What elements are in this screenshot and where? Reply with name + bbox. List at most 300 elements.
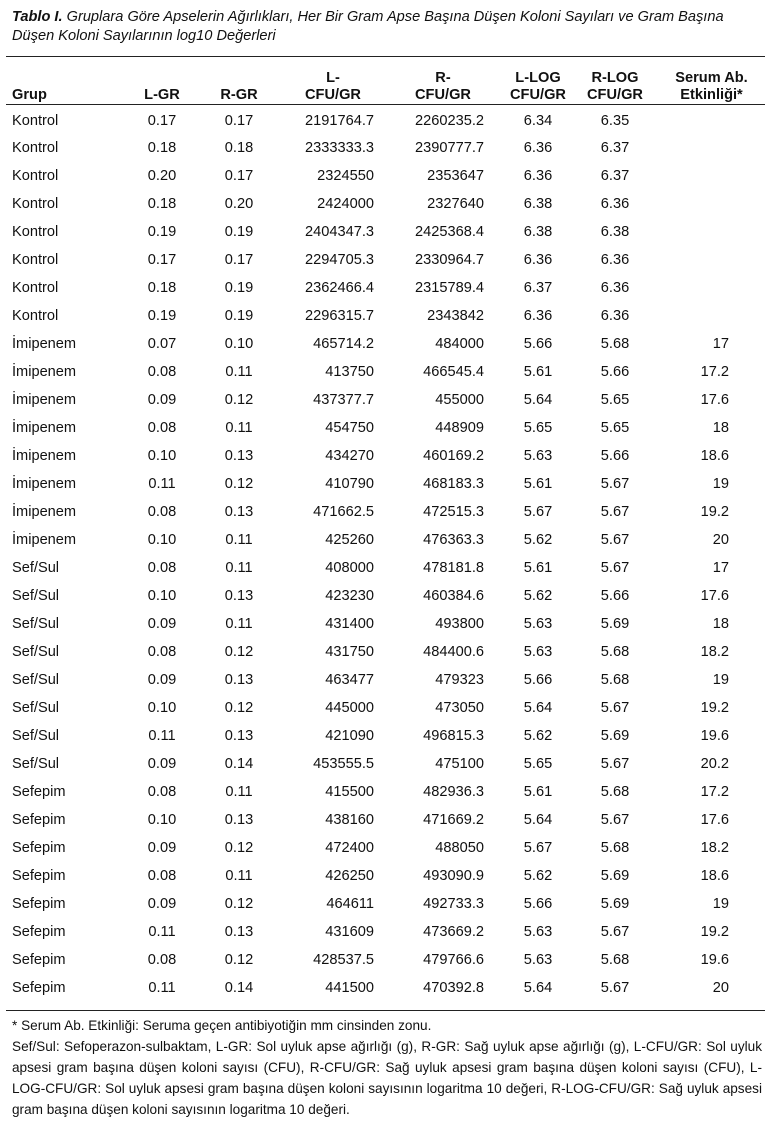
cell-r-log-cfu-gr: 6.35 — [600, 113, 630, 129]
cell-l-log-cfu-gr: 6.34 — [523, 113, 553, 129]
cell-l-gr: 0.19 — [147, 308, 177, 324]
cell-l-gr: 0.11 — [148, 980, 176, 996]
cell-l-cfu-gr: 426250 — [325, 868, 374, 884]
cell-r-log-cfu-gr: 5.67 — [600, 560, 630, 576]
cell-r-cfu-gr: 471669.2 — [423, 812, 484, 828]
table-row — [6, 162, 771, 190]
cell-grup: Sefepim — [12, 924, 66, 940]
cell-grup: Sef/Sul — [12, 560, 60, 576]
cell-serum-ab: 18.6 — [700, 448, 729, 464]
cell-r-log-cfu-gr: 5.67 — [600, 532, 630, 548]
cell-serum-ab: 18 — [712, 420, 729, 436]
cell-r-cfu-gr: 479323 — [435, 672, 484, 688]
table-row — [6, 414, 771, 442]
cell-serum-ab: 19.2 — [700, 504, 729, 520]
header-l-cfu-gr: L- CFU/GR — [305, 70, 361, 103]
table-row — [6, 638, 771, 666]
cell-l-log-cfu-gr: 5.61 — [523, 560, 553, 576]
table-row — [6, 218, 771, 246]
cell-r-cfu-gr: 478181.8 — [423, 560, 484, 576]
cell-l-gr: 0.11 — [148, 728, 176, 744]
cell-grup: Sef/Sul — [12, 700, 60, 716]
cell-r-gr: 0.19 — [224, 308, 254, 324]
cell-r-gr: 0.11 — [225, 560, 253, 576]
cell-serum-ab: 20 — [712, 980, 729, 996]
cell-l-gr: 0.10 — [147, 812, 177, 828]
cell-l-gr: 0.08 — [147, 784, 177, 800]
cell-serum-ab: 17.6 — [700, 588, 729, 604]
cell-l-gr: 0.09 — [147, 672, 177, 688]
cell-grup: Sefepim — [12, 812, 66, 828]
cell-grup: Kontrol — [12, 140, 59, 156]
cell-r-cfu-gr: 470392.8 — [423, 980, 484, 996]
cell-r-log-cfu-gr: 6.38 — [600, 224, 630, 240]
cell-l-log-cfu-gr: 6.38 — [523, 224, 553, 240]
table-row — [6, 274, 771, 302]
cell-l-gr: 0.08 — [147, 952, 177, 968]
cell-grup: Sef/Sul — [12, 588, 60, 604]
cell-r-cfu-gr: 468183.3 — [423, 476, 484, 492]
table-row — [6, 386, 771, 414]
cell-serum-ab: 19 — [712, 672, 729, 688]
cell-l-cfu-gr: 445000 — [325, 700, 374, 716]
table-row — [6, 666, 771, 694]
cell-r-gr: 0.10 — [224, 336, 254, 352]
cell-serum-ab — [652, 190, 771, 218]
table-row — [6, 918, 771, 946]
cell-l-cfu-gr: 2296315.7 — [305, 308, 374, 324]
cell-l-cfu-gr: 423230 — [325, 588, 374, 604]
cell-r-gr: 0.14 — [224, 980, 254, 996]
cell-l-gr: 0.08 — [147, 868, 177, 884]
cell-r-log-cfu-gr: 5.69 — [600, 896, 630, 912]
cell-serum-ab — [652, 134, 771, 162]
cell-l-cfu-gr: 415500 — [325, 784, 374, 800]
table-bottom-rule — [6, 1010, 765, 1011]
footnote-serum: * Serum Ab. Etkinliği: Seruma geçen antibiyotiğin mm cinsinden zonu. — [12, 1018, 432, 1033]
table-row — [6, 806, 771, 834]
table-row — [6, 554, 771, 582]
cell-r-gr: 0.11 — [225, 420, 253, 436]
cell-grup: Sef/Sul — [12, 728, 60, 744]
cell-r-gr: 0.13 — [224, 588, 254, 604]
cell-l-log-cfu-gr: 5.63 — [523, 644, 553, 660]
table-row — [6, 890, 771, 918]
cell-r-log-cfu-gr: 5.69 — [600, 616, 630, 632]
cell-r-gr: 0.11 — [225, 616, 253, 632]
cell-r-gr: 0.17 — [224, 113, 254, 129]
footnote-abbreviations: Sef/Sul: Sefoperazon-sulbaktam, L-GR: Sol uyluk apse ağırlığı (g), R-GR: Sağ uyluk apse ağırlığı (g), L-CFU/GR: Sol uyluk apsesi gram başına düşen koloni sayısı (CFU), R-CFU/GR: Sağ uyluk apsesi gram başına düşen koloni sayısı (CFU), L-LOG-CFU/GR: Sol uyluk apsesi gram başına düşen koloni sayısının logaritma 10 değeri, R-LOG-CFU/GR: Sağ uyluk apsesi gram başına düşen koloni sayısının logaritma 10 değeri. — [12, 1039, 762, 1117]
header-l-log-cfu-gr: L-LOG CFU/GR — [510, 70, 566, 103]
cell-r-log-cfu-gr: 6.36 — [600, 308, 630, 324]
cell-l-gr: 0.08 — [147, 560, 177, 576]
cell-r-gr: 0.13 — [224, 672, 254, 688]
cell-r-gr: 0.12 — [224, 840, 254, 856]
cell-l-log-cfu-gr: 6.36 — [523, 140, 553, 156]
header-grup: Grup — [12, 87, 47, 103]
cell-r-gr: 0.11 — [225, 532, 253, 548]
cell-l-gr: 0.09 — [147, 840, 177, 856]
cell-l-cfu-gr: 464611 — [326, 896, 374, 912]
cell-serum-ab: 18 — [712, 616, 729, 632]
cell-r-gr: 0.12 — [224, 392, 254, 408]
cell-r-log-cfu-gr: 5.66 — [600, 364, 630, 380]
cell-r-gr: 0.20 — [224, 196, 254, 212]
cell-grup: Sefepim — [12, 868, 66, 884]
cell-l-gr: 0.09 — [147, 616, 177, 632]
cell-r-log-cfu-gr: 5.69 — [600, 868, 630, 884]
cell-r-gr: 0.11 — [225, 868, 253, 884]
cell-grup: Sef/Sul — [12, 756, 60, 772]
cell-l-cfu-gr: 421090 — [325, 728, 374, 744]
cell-serum-ab: 17.2 — [700, 364, 729, 380]
cell-l-cfu-gr: 2294705.3 — [305, 252, 374, 268]
cell-r-cfu-gr: 455000 — [435, 392, 484, 408]
data-table — [6, 57, 771, 1002]
cell-l-cfu-gr: 472400 — [325, 840, 374, 856]
cell-l-gr: 0.18 — [147, 140, 177, 156]
cell-r-cfu-gr: 2260235.2 — [415, 113, 484, 129]
cell-l-cfu-gr: 463477 — [325, 672, 374, 688]
table-row — [6, 582, 771, 610]
cell-serum-ab: 18.6 — [700, 868, 729, 884]
cell-r-cfu-gr: 466545.4 — [423, 364, 484, 380]
cell-serum-ab: 18.2 — [700, 840, 729, 856]
cell-r-gr: 0.12 — [224, 644, 254, 660]
cell-grup: İmipenem — [12, 420, 77, 436]
table-row — [6, 834, 771, 862]
table-footnotes — [12, 1015, 762, 1120]
cell-grup: Sefepim — [12, 896, 66, 912]
cell-grup: Kontrol — [12, 168, 59, 184]
cell-l-log-cfu-gr: 5.62 — [523, 868, 553, 884]
cell-r-gr: 0.12 — [224, 952, 254, 968]
cell-l-gr: 0.08 — [147, 420, 177, 436]
cell-r-log-cfu-gr: 5.68 — [600, 840, 630, 856]
cell-r-log-cfu-gr: 5.68 — [600, 644, 630, 660]
cell-l-cfu-gr: 2324550 — [317, 168, 374, 184]
cell-l-cfu-gr: 454750 — [325, 420, 374, 436]
cell-l-gr: 0.17 — [147, 113, 177, 129]
cell-r-gr: 0.13 — [224, 728, 254, 744]
table-row — [6, 526, 771, 554]
cell-r-cfu-gr: 492733.3 — [423, 896, 484, 912]
table-row — [6, 498, 771, 526]
cell-l-gr: 0.07 — [147, 336, 177, 352]
cell-l-gr: 0.17 — [147, 252, 177, 268]
cell-l-cfu-gr: 431609 — [325, 924, 374, 940]
cell-l-cfu-gr: 465714.2 — [313, 336, 374, 352]
cell-r-gr: 0.19 — [224, 224, 254, 240]
cell-r-cfu-gr: 2343842 — [427, 308, 484, 324]
cell-r-cfu-gr: 2330964.7 — [415, 252, 484, 268]
cell-r-cfu-gr: 473669.2 — [423, 924, 484, 940]
cell-l-gr: 0.10 — [147, 700, 177, 716]
table-row — [6, 470, 771, 498]
cell-r-gr: 0.17 — [224, 252, 254, 268]
cell-l-log-cfu-gr: 5.66 — [523, 672, 553, 688]
table-row — [6, 108, 771, 134]
cell-r-log-cfu-gr: 5.67 — [600, 504, 630, 520]
cell-grup: Kontrol — [12, 196, 59, 212]
cell-l-log-cfu-gr: 6.37 — [523, 280, 553, 296]
cell-l-gr: 0.09 — [147, 392, 177, 408]
table-body — [6, 108, 771, 1002]
cell-grup: Sefepim — [12, 952, 66, 968]
header-r-cfu-gr: R- CFU/GR — [415, 70, 471, 103]
cell-l-log-cfu-gr: 5.64 — [523, 812, 553, 828]
cell-l-cfu-gr: 437377.7 — [313, 392, 374, 408]
table-row — [6, 134, 771, 162]
cell-grup: Sef/Sul — [12, 672, 60, 688]
cell-serum-ab: 19 — [712, 476, 729, 492]
cell-r-cfu-gr: 475100 — [435, 756, 484, 772]
cell-l-gr: 0.08 — [147, 364, 177, 380]
cell-r-cfu-gr: 2315789.4 — [415, 280, 484, 296]
cell-r-gr: 0.17 — [224, 168, 254, 184]
table-caption — [12, 8, 762, 46]
cell-r-log-cfu-gr: 5.69 — [600, 728, 630, 744]
cell-r-log-cfu-gr: 5.68 — [600, 952, 630, 968]
cell-r-gr: 0.12 — [224, 700, 254, 716]
cell-grup: Kontrol — [12, 224, 59, 240]
cell-grup: Sefepim — [12, 840, 66, 856]
cell-r-cfu-gr: 2390777.7 — [415, 140, 484, 156]
cell-grup: İmipenem — [12, 448, 77, 464]
cell-l-log-cfu-gr: 5.66 — [523, 336, 553, 352]
cell-r-log-cfu-gr: 5.67 — [600, 924, 630, 940]
cell-l-cfu-gr: 2333333.3 — [305, 140, 374, 156]
cell-l-cfu-gr: 408000 — [325, 560, 374, 576]
cell-grup: Sefepim — [12, 784, 66, 800]
cell-grup: İmipenem — [12, 504, 77, 520]
cell-l-log-cfu-gr: 5.62 — [523, 728, 553, 744]
cell-l-log-cfu-gr: 5.64 — [523, 980, 553, 996]
cell-grup: İmipenem — [12, 364, 77, 380]
cell-l-log-cfu-gr: 5.63 — [523, 616, 553, 632]
cell-r-gr: 0.12 — [224, 476, 254, 492]
cell-serum-ab: 17.6 — [700, 392, 729, 408]
cell-l-gr: 0.19 — [147, 224, 177, 240]
cell-r-log-cfu-gr: 5.66 — [600, 448, 630, 464]
cell-l-log-cfu-gr: 6.36 — [523, 168, 553, 184]
cell-r-cfu-gr: 476363.3 — [423, 532, 484, 548]
cell-serum-ab: 17.2 — [700, 784, 729, 800]
cell-r-gr: 0.11 — [225, 784, 253, 800]
cell-r-log-cfu-gr: 5.65 — [600, 392, 630, 408]
header-serum-ab: Serum Ab. Etkinliği* — [675, 70, 748, 103]
cell-r-gr: 0.18 — [224, 140, 254, 156]
cell-l-cfu-gr: 410790 — [325, 476, 374, 492]
cell-l-cfu-gr: 425260 — [325, 532, 374, 548]
cell-grup: Kontrol — [12, 252, 59, 268]
table-row — [6, 330, 771, 358]
table-caption-text: Gruplara Göre Apselerin Ağırlıkları, Her Bir Gram Apse Başına Düşen Koloni Sayıları ve Gram Başına Düşen Koloni Sayılarının log10 Değerleri — [12, 9, 724, 44]
table-row — [6, 862, 771, 890]
cell-l-cfu-gr: 2191764.7 — [305, 113, 374, 129]
cell-r-cfu-gr: 448909 — [435, 420, 484, 436]
cell-r-cfu-gr: 488050 — [435, 840, 484, 856]
cell-r-cfu-gr: 493800 — [435, 616, 484, 632]
table-row — [6, 694, 771, 722]
cell-l-cfu-gr: 428537.5 — [313, 952, 374, 968]
table-row — [6, 722, 771, 750]
cell-l-gr: 0.18 — [147, 196, 177, 212]
cell-r-cfu-gr: 2353647 — [427, 168, 484, 184]
header-r-gr: R-GR — [220, 87, 258, 103]
cell-l-log-cfu-gr: 5.61 — [523, 364, 553, 380]
cell-r-cfu-gr: 484000 — [435, 336, 484, 352]
cell-serum-ab: 19 — [712, 896, 729, 912]
table-row — [6, 778, 771, 806]
cell-r-gr: 0.11 — [225, 364, 253, 380]
cell-r-cfu-gr: 482936.3 — [423, 784, 484, 800]
cell-r-gr: 0.13 — [224, 924, 254, 940]
cell-l-gr: 0.10 — [147, 532, 177, 548]
cell-r-log-cfu-gr: 5.67 — [600, 700, 630, 716]
cell-grup: Sefepim — [12, 980, 66, 996]
cell-grup: Sef/Sul — [12, 616, 60, 632]
header-r-log-cfu-gr: R-LOG CFU/GR — [587, 70, 643, 103]
cell-l-log-cfu-gr: 5.67 — [523, 840, 553, 856]
cell-l-cfu-gr: 413750 — [325, 364, 374, 380]
cell-r-log-cfu-gr: 5.68 — [600, 784, 630, 800]
cell-serum-ab — [652, 302, 771, 330]
cell-r-log-cfu-gr: 5.68 — [600, 672, 630, 688]
cell-serum-ab: 19.6 — [700, 728, 729, 744]
cell-r-gr: 0.13 — [224, 448, 254, 464]
cell-l-log-cfu-gr: 5.64 — [523, 392, 553, 408]
cell-r-log-cfu-gr: 5.68 — [600, 336, 630, 352]
cell-serum-ab: 20.2 — [700, 756, 729, 772]
cell-r-gr: 0.14 — [224, 756, 254, 772]
table-header-row — [6, 57, 771, 108]
cell-l-cfu-gr: 438160 — [325, 812, 374, 828]
cell-r-log-cfu-gr: 5.66 — [600, 588, 630, 604]
cell-r-cfu-gr: 496815.3 — [423, 728, 484, 744]
cell-serum-ab — [652, 108, 771, 134]
cell-serum-ab: 20 — [712, 532, 729, 548]
cell-l-log-cfu-gr: 6.38 — [523, 196, 553, 212]
cell-l-gr: 0.09 — [147, 896, 177, 912]
cell-l-log-cfu-gr: 6.36 — [523, 308, 553, 324]
cell-r-cfu-gr: 2327640 — [427, 196, 484, 212]
cell-l-log-cfu-gr: 6.36 — [523, 252, 553, 268]
cell-serum-ab: 19.6 — [700, 952, 729, 968]
cell-l-cfu-gr: 2362466.4 — [305, 280, 374, 296]
cell-l-cfu-gr: 441500 — [325, 980, 374, 996]
cell-r-gr: 0.19 — [224, 280, 254, 296]
cell-l-cfu-gr: 431400 — [325, 616, 374, 632]
cell-l-log-cfu-gr: 5.62 — [523, 588, 553, 604]
cell-r-cfu-gr: 2425368.4 — [415, 224, 484, 240]
cell-r-cfu-gr: 493090.9 — [423, 868, 484, 884]
cell-l-log-cfu-gr: 5.63 — [523, 448, 553, 464]
cell-r-gr: 0.13 — [224, 504, 254, 520]
cell-r-log-cfu-gr: 5.65 — [600, 420, 630, 436]
cell-l-log-cfu-gr: 5.61 — [523, 784, 553, 800]
cell-l-log-cfu-gr: 5.67 — [523, 504, 553, 520]
cell-l-cfu-gr: 2424000 — [317, 196, 374, 212]
cell-serum-ab: 19.2 — [700, 700, 729, 716]
table-row — [6, 750, 771, 778]
cell-serum-ab: 17 — [712, 336, 729, 352]
table-row — [6, 190, 771, 218]
cell-serum-ab: 18.2 — [700, 644, 729, 660]
cell-r-log-cfu-gr: 5.67 — [600, 476, 630, 492]
cell-grup: Kontrol — [12, 308, 59, 324]
cell-r-log-cfu-gr: 5.67 — [600, 980, 630, 996]
cell-l-gr: 0.09 — [147, 756, 177, 772]
cell-grup: Kontrol — [12, 113, 59, 129]
cell-r-log-cfu-gr: 6.36 — [600, 196, 630, 212]
cell-r-gr: 0.12 — [224, 896, 254, 912]
cell-serum-ab: 17 — [712, 560, 729, 576]
cell-l-gr: 0.11 — [148, 924, 176, 940]
cell-l-gr: 0.20 — [147, 168, 177, 184]
cell-l-cfu-gr: 2404347.3 — [305, 224, 374, 240]
cell-l-cfu-gr: 471662.5 — [313, 504, 374, 520]
cell-serum-ab — [652, 162, 771, 190]
cell-grup: İmipenem — [12, 336, 77, 352]
cell-l-cfu-gr: 434270 — [325, 448, 374, 464]
table-row — [6, 246, 771, 274]
cell-grup: İmipenem — [12, 476, 77, 492]
cell-r-cfu-gr: 484400.6 — [423, 644, 484, 660]
cell-r-cfu-gr: 460169.2 — [423, 448, 484, 464]
cell-l-log-cfu-gr: 5.62 — [523, 532, 553, 548]
table-row — [6, 610, 771, 638]
cell-l-gr: 0.18 — [147, 280, 177, 296]
table-caption-label: Tablo I. — [12, 9, 63, 25]
cell-l-cfu-gr: 431750 — [325, 644, 374, 660]
table-row — [6, 358, 771, 386]
cell-l-gr: 0.08 — [147, 504, 177, 520]
cell-r-cfu-gr: 473050 — [435, 700, 484, 716]
cell-l-log-cfu-gr: 5.66 — [523, 896, 553, 912]
cell-r-gr: 0.13 — [224, 812, 254, 828]
cell-grup: Sef/Sul — [12, 644, 60, 660]
cell-serum-ab: 17.6 — [700, 812, 729, 828]
cell-l-log-cfu-gr: 5.61 — [523, 476, 553, 492]
cell-l-log-cfu-gr: 5.65 — [523, 756, 553, 772]
table-row — [6, 302, 771, 330]
cell-l-gr: 0.11 — [148, 476, 176, 492]
cell-r-log-cfu-gr: 6.36 — [600, 280, 630, 296]
cell-r-log-cfu-gr: 6.36 — [600, 252, 630, 268]
cell-serum-ab — [652, 218, 771, 246]
cell-l-log-cfu-gr: 5.63 — [523, 952, 553, 968]
table-row — [6, 946, 771, 974]
cell-grup: İmipenem — [12, 532, 77, 548]
cell-l-cfu-gr: 453555.5 — [313, 756, 374, 772]
table-row — [6, 974, 771, 1002]
cell-r-log-cfu-gr: 6.37 — [600, 168, 630, 184]
cell-r-log-cfu-gr: 5.67 — [600, 756, 630, 772]
cell-r-cfu-gr: 472515.3 — [423, 504, 484, 520]
cell-l-log-cfu-gr: 5.64 — [523, 700, 553, 716]
cell-serum-ab — [652, 246, 771, 274]
cell-l-log-cfu-gr: 5.63 — [523, 924, 553, 940]
cell-serum-ab: 19.2 — [700, 924, 729, 940]
cell-serum-ab — [652, 274, 771, 302]
cell-grup: İmipenem — [12, 392, 77, 408]
cell-l-gr: 0.10 — [147, 448, 177, 464]
table-row — [6, 442, 771, 470]
cell-l-log-cfu-gr: 5.65 — [523, 420, 553, 436]
header-l-gr: L-GR — [144, 87, 180, 103]
cell-r-log-cfu-gr: 5.67 — [600, 812, 630, 828]
